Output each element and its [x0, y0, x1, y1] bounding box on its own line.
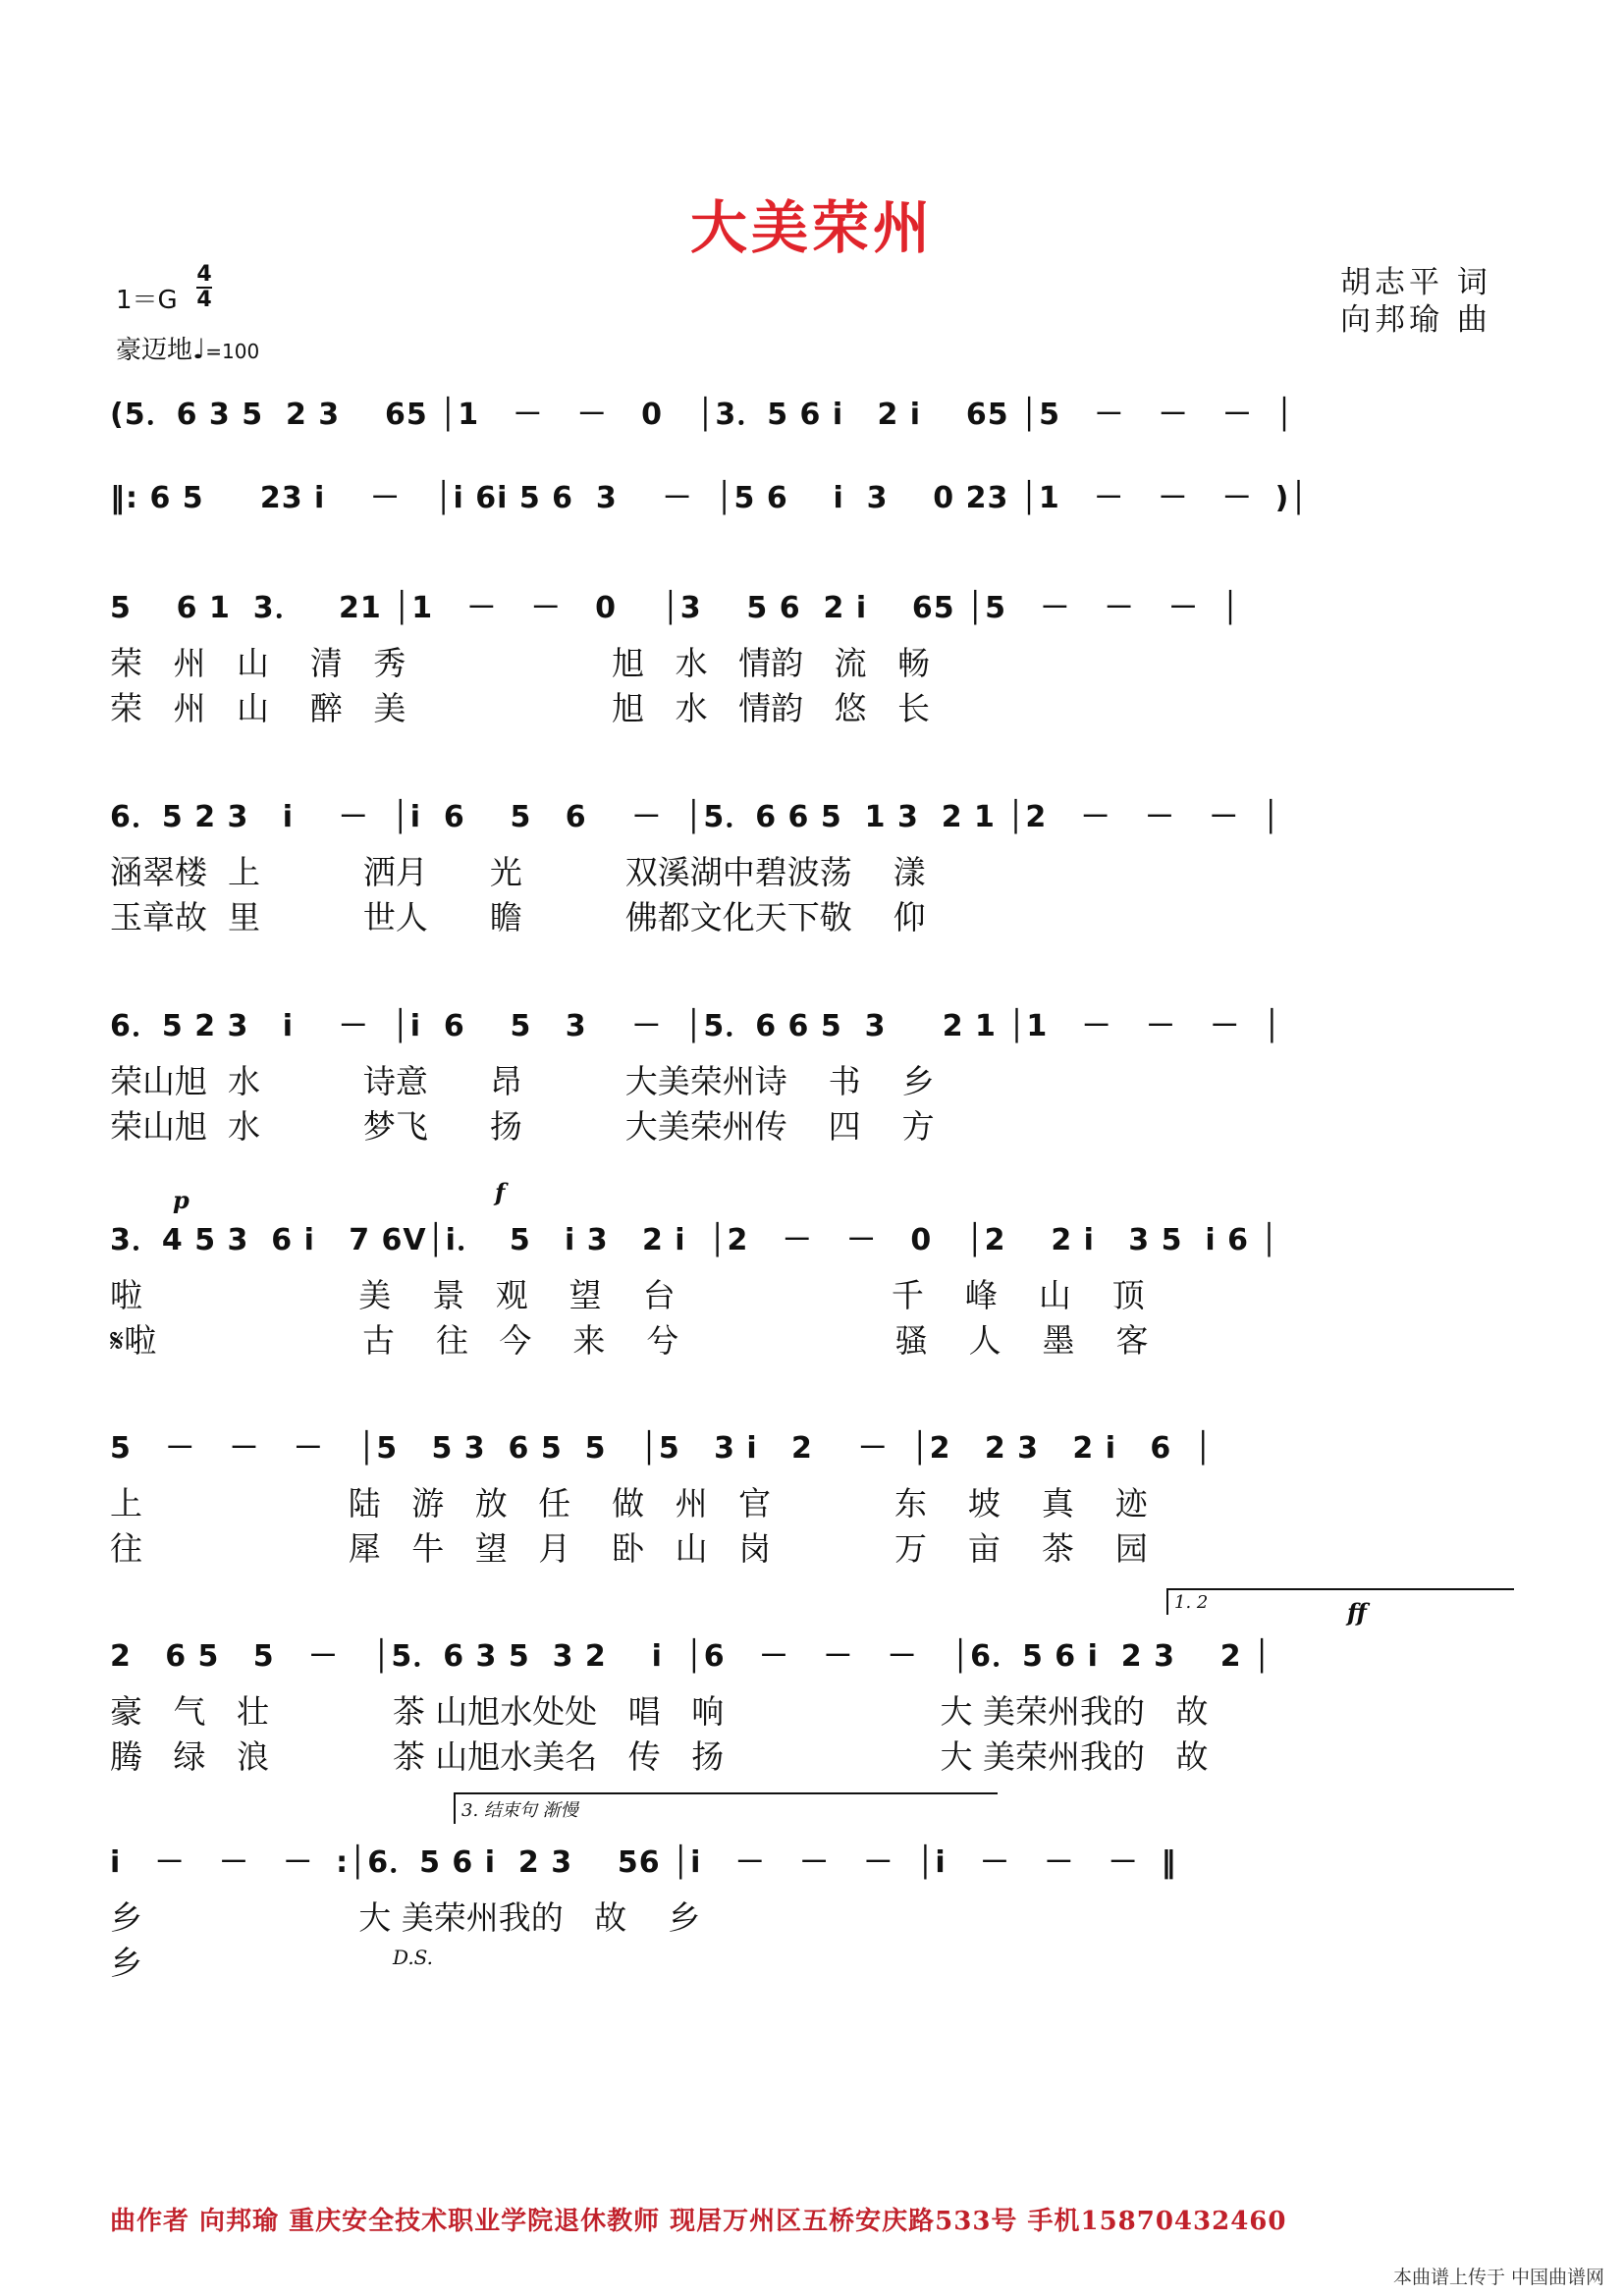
dynamic-forte: f — [495, 1178, 506, 1206]
composer-credit: 向邦瑜 曲 — [1340, 302, 1491, 338]
notation-line: i － － － :│6．5 6 i 2 3 56 │i － － － │i － － － ‖ — [110, 1845, 1177, 1880]
notation-line: 3．4 5 3 6 i 7 6ᐯ│i． 5 i 3 2 i │2 － － 0 │2 2 i 3 5 i 6 │ — [110, 1223, 1279, 1257]
score-system — [0, 1629, 1624, 1806]
dynamic-piano: p — [173, 1186, 189, 1214]
dal-segno: D.S. — [393, 1946, 434, 1969]
composer-footer: 曲作者 向邦瑜 重庆安全技术职业学院退休教师 现居万州区五桥安庆路533号 手机15870432460 — [110, 2207, 1287, 2236]
lyricist-credit: 胡志平 词 — [1340, 265, 1491, 300]
time-signature: 4 4 — [196, 262, 212, 312]
score-system — [0, 581, 1624, 758]
score-system — [0, 1836, 1624, 2012]
notation-line: 6．5 2 3 i － │i 6 5 3 － │5．6 6 5 3 2 1 │1 － － － │ — [110, 1009, 1282, 1043]
lyrics-verse-2: 往 犀 牛 望 月 卧 山 岗 万 亩 茶 园 — [110, 1529, 1148, 1568]
notation-line: ‖: 6 5 23 i － │i 6i 5 6 3 － │5 6 i 3 0 23 │1 － － － )│ — [110, 481, 1309, 515]
notation-line: 6．5 2 3 i － │i 6 5 6 － │5．6 6 5 1 3 2 1 │2 － － － │ — [110, 800, 1281, 834]
lyrics-verse-1: 荣 州 山 清 秀 旭 水 情韵 流 畅 — [110, 644, 931, 682]
notation-line: 2 6 5 5 － │5．6 3 5 3 2 i │6 － － － │6．5 6 i 2 3 2 │ — [110, 1639, 1272, 1674]
lyrics-verse-1: 啦 美 景 观 望 台 千 峰 山 顶 — [110, 1276, 1145, 1314]
lyrics-verse-2: 𝄋啦 古 往 今 来 兮 骚 人 墨 客 — [110, 1321, 1149, 1360]
lyrics-verse-1: 豪 气 壮 茶 山旭水处处 唱 响 大 美荣州我的 故 — [110, 1692, 1209, 1731]
lyrics-verse-2: 腾 绿 浪 茶 山旭水美名 传 扬 大 美荣州我的 故 — [110, 1737, 1209, 1776]
volta-3: 3. 结束句 渐慢 — [454, 1792, 998, 1824]
score-system — [0, 1213, 1624, 1390]
lyrics-verse-2: 荣山旭 水 梦飞 扬 大美荣州传 四 方 — [110, 1107, 935, 1146]
score-title: 大美荣州 — [689, 194, 934, 261]
key-signature: 1＝G — [116, 286, 178, 315]
lyrics-verse-2: 玉章故 里 世人 瞻 佛都文化天下敬 仰 — [110, 898, 926, 936]
lyrics-verse-1: 上 陆 游 放 任 做 州 官 东 坡 真 迹 — [110, 1484, 1148, 1522]
dynamic-fortissimo: ff — [1347, 1598, 1367, 1627]
lyrics-verse-1: 涵翠楼 上 洒月 光 双溪湖中碧波荡 漾 — [110, 853, 926, 891]
score-system — [0, 999, 1624, 1176]
score-system — [0, 1421, 1624, 1598]
notation-line: 5 6 1 3． 21 │1 － － 0 │3 5 6 2 i 65 │5 － － － │ — [110, 591, 1240, 625]
score-system — [0, 790, 1624, 967]
volta-1-2: 1. 2 — [1166, 1588, 1514, 1615]
lyrics-verse-2: 乡 — [110, 1944, 142, 1982]
notation-line: (5．6 3 5 2 3 65 │1 － － 0 │3．5 6 i 2 i 65 │5 － － － │ — [110, 398, 1294, 432]
tempo-marking: 豪迈地♩=100 — [116, 333, 260, 365]
quarter-note-icon: ♩ — [192, 333, 206, 365]
lyrics-verse-1: 荣山旭 水 诗意 昂 大美荣州诗 书 乡 — [110, 1062, 935, 1100]
lyrics-verse-1: 乡 大 美荣州我的 故 乡 — [110, 1898, 701, 1937]
watermark: 本曲谱上传于 中国曲谱网 — [1392, 2267, 1604, 2288]
notation-line: 5 － － － │5 5 3 6 5 5 │5 3 i 2 － │2 2 3 2 i 6 │ — [110, 1431, 1214, 1466]
lyrics-verse-2: 荣 州 山 醉 美 旭 水 情韵 悠 长 — [110, 689, 931, 727]
